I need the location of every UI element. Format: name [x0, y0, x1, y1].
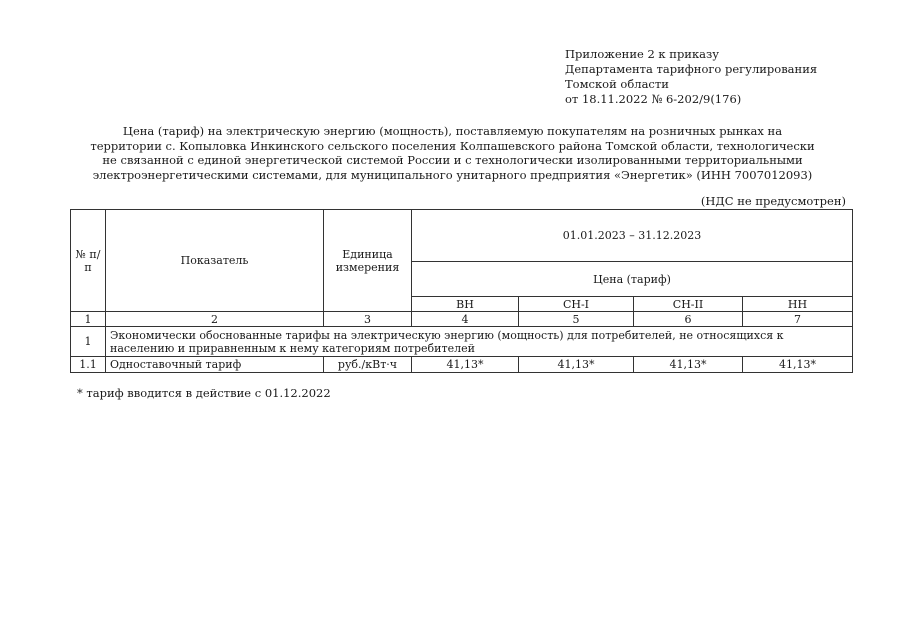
header-level-vn: ВН [412, 297, 519, 312]
header-price: Цена (тариф) [412, 262, 853, 297]
header-indicator: Показатель [106, 210, 324, 312]
group-description: Экономически обоснованные тарифы на электрическую энергию (мощность) для потребителей, не относящихся к населению и приравненным к нему категориям потребителей [106, 327, 853, 357]
row-value-sn1: 41,13* [519, 357, 634, 373]
header-level-nn: НН [743, 297, 853, 312]
column-number: 5 [519, 312, 634, 327]
table-row [71, 327, 853, 357]
vat-note: (НДС не предусмотрен) [700, 194, 846, 208]
column-number: 6 [634, 312, 743, 327]
appendix-line: Томской области [565, 77, 669, 91]
header-row [71, 210, 853, 262]
table-row [71, 357, 853, 373]
row-unit: руб./кВт·ч [324, 357, 412, 373]
appendix-line: Департамента тарифного регулирования [565, 62, 818, 76]
row-indicator: Одноставочный тариф [106, 357, 324, 373]
column-number: 7 [743, 312, 853, 327]
header-level-sn1: СН-I [519, 297, 634, 312]
tariff-table [70, 209, 853, 373]
header-level-sn2: СН-II [634, 297, 743, 312]
row-number: 1.1 [71, 357, 106, 373]
column-number: 3 [324, 312, 412, 327]
column-number: 1 [71, 312, 106, 327]
group-number: 1 [71, 327, 106, 357]
header-number: № п/п [71, 210, 106, 312]
column-number-row [71, 312, 853, 327]
row-value-sn2: 41,13* [634, 357, 743, 373]
column-number: 2 [106, 312, 324, 327]
header-period: 01.01.2023 – 31.12.2023 [412, 210, 853, 262]
appendix-header [565, 47, 817, 107]
header-unit: Единица измерения [324, 210, 412, 312]
column-number: 4 [412, 312, 519, 327]
row-value-vn: 41,13* [412, 357, 519, 373]
document-title: Цена (тариф) на электрическую энергию (мощность), поставляемую покупателям на розничных рынках на территории с. Копыловка Инкинского сельского поселения Колпашевского района Томской области, технологически не связанной с единой энергетической системой России и с технологически изолированными территориальными электроэнергетическими системами, для муниципального унитарного предприятия «Энергетик» (ИНН 7007012093) [90, 124, 815, 182]
appendix-line: от 18.11.2022 № 6-202/9(176) [565, 92, 742, 106]
appendix-line: Приложение 2 к приказу [565, 47, 720, 61]
row-value-nn: 41,13* [743, 357, 853, 373]
footnote: * тариф вводится в действие с 01.12.2022 [77, 386, 331, 400]
